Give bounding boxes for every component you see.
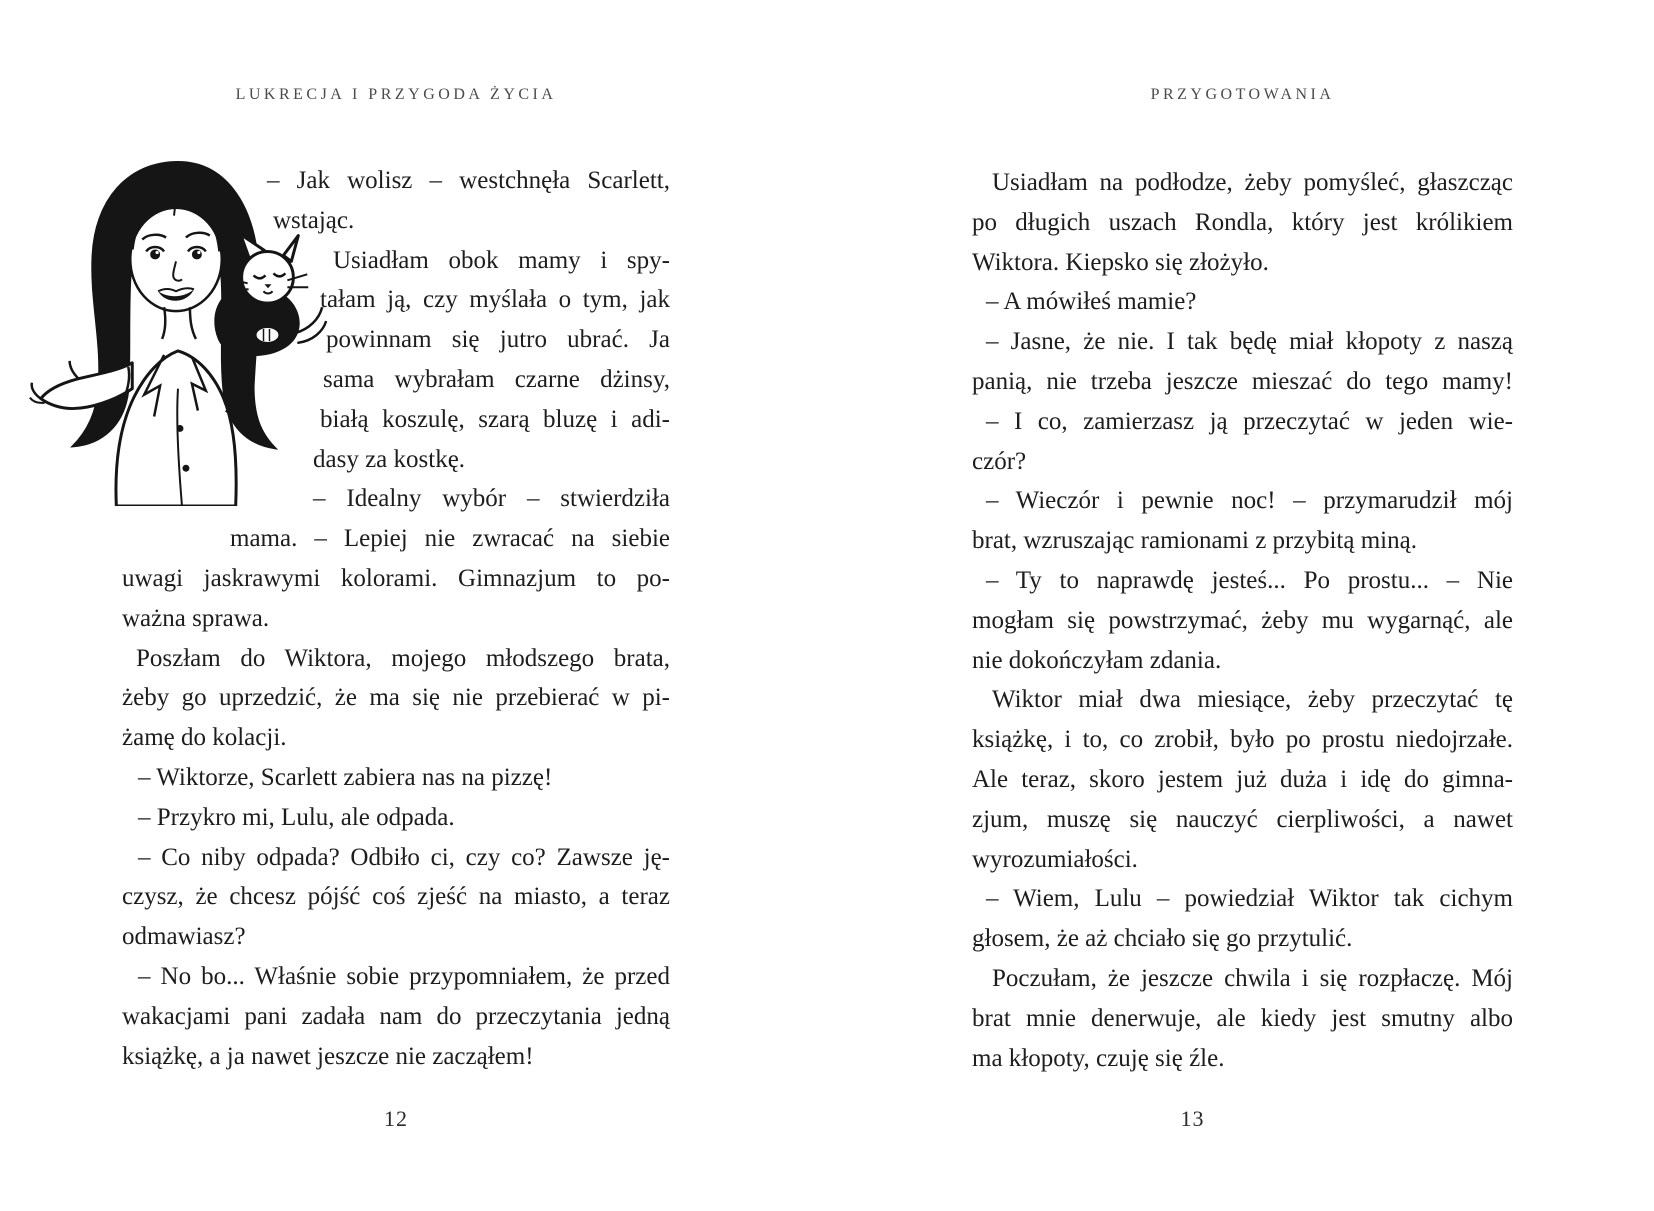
text-line: Poszłam do Wiktora, mojego młodszego brata, — [136, 644, 670, 672]
text-line: – No bo... Właśnie sobie przypomniałem, że przed — [138, 962, 670, 990]
left-page-text — [122, 161, 670, 1076]
text-line: książkę, a ja nawet jeszcze nie zacząłem! — [122, 1042, 534, 1070]
text-line: – Ty to naprawdę jesteś... Po prostu... – Nie — [986, 566, 1513, 594]
text-line: zjum, muszę się nauczyć cierpliwości, a nawet — [972, 805, 1513, 833]
text-line: wstając. — [273, 206, 355, 234]
text-line: brat, wzruszając ramionami z przybitą miną. — [972, 527, 1417, 555]
text-line: czysz, że chcesz pójść coś zjeść na miasto, a teraz — [122, 883, 670, 911]
text-line: wakacjami pani zadała nam do przeczytania jedną — [122, 1002, 670, 1030]
text-line: uwagi jaskrawymi kolorami. Gimnazjum to po- — [122, 564, 670, 592]
text-line: książkę, i to, co zrobił, było po prostu niedojrzałe. — [972, 726, 1513, 754]
text-line: – Idealny wybór – stwierdziła — [313, 485, 670, 513]
text-line: mogłam się powstrzymać, żeby mu wygarnąć, ale — [972, 606, 1513, 634]
page-number-right: 13 — [1180, 1106, 1205, 1131]
running-header-left: LUKRECJA I PRZYGODA ŻYCIA — [235, 86, 557, 103]
text-line: – Jasne, że nie. I tak będę miał kłopoty z naszą — [986, 328, 1513, 356]
text-line: ma kłopoty, czuję się źle. — [972, 1044, 1225, 1072]
text-line: – Przykro mi, Lulu, ale odpada. — [138, 803, 455, 831]
text-line: Usiadłam na podłodze, żeby pomyśleć, głaszcząc — [992, 169, 1513, 196]
text-line: odmawiasz? — [122, 923, 246, 951]
text-line: wyrozumiałości. — [972, 845, 1138, 873]
text-line: powinnam się jutro ubrać. Ja — [326, 326, 670, 354]
right-page-text — [972, 163, 1513, 1078]
text-line: – Wiktorze, Scarlett zabiera nas na pizzę! — [138, 763, 553, 791]
text-line: Poczułam, że jeszcze chwila i się rozpłaczę. Mój — [992, 964, 1513, 992]
text-line: – Wieczór i pewnie noc! – przymarudził mój — [986, 487, 1513, 515]
text-line: Usiadłam obok mamy i spy- — [333, 246, 670, 274]
text-line: po długich uszach Rondla, który jest królikiem — [972, 208, 1513, 236]
page-number-left: 12 — [384, 1106, 408, 1131]
text-line: Wiktor miał dwa miesiące, żeby przeczytać tę — [992, 686, 1513, 714]
text-line: – Co niby odpada? Odbiło ci, czy co? Zawsze ję- — [138, 843, 670, 871]
text-line: Wiktora. Kiepsko się złożyło. — [972, 248, 1269, 276]
text-line: – Jak wolisz – westchnęła Scarlett, — [267, 167, 670, 194]
text-line: brat mnie denerwuje, ale kiedy jest smutny albo — [972, 1004, 1513, 1032]
text-line: – Wiem, Lulu – powiedział Wiktor tak cichym — [986, 885, 1513, 913]
text-line: czór? — [972, 447, 1027, 475]
text-line: sama wybrałam czarne dżinsy, — [323, 365, 670, 393]
text-line: tałam ją, czy myślała o tym, jak — [320, 286, 670, 314]
text-line: żeby go uprzedzić, że ma się nie przebierać w pi- — [122, 684, 670, 712]
text-line: panią, nie trzeba jeszcze mieszać do tego mamy! — [972, 367, 1513, 395]
text-line: nie dokończyłam zdania. — [972, 646, 1222, 674]
text-line: dasy za kostkę. — [313, 445, 466, 473]
text-line: – A mówiłeś mamie? — [986, 288, 1197, 316]
text-line: głosem, że aż chciało się go przytulić. — [972, 925, 1353, 953]
text-line: mama. – Lepiej nie zwracać na siebie — [230, 525, 670, 553]
text-line: żamę do kolacji. — [122, 724, 287, 752]
text-line: białą koszulę, szarą bluzę i adi- — [320, 405, 670, 433]
text-line: Ale teraz, skoro jestem już duża i idę do gimna- — [972, 765, 1513, 793]
running-header-right: PRZYGOTOWANIA — [1150, 86, 1335, 103]
text-line: – I co, zamierzasz ją przeczytać w jeden wie- — [986, 407, 1513, 435]
text-line: ważna sprawa. — [122, 604, 270, 632]
